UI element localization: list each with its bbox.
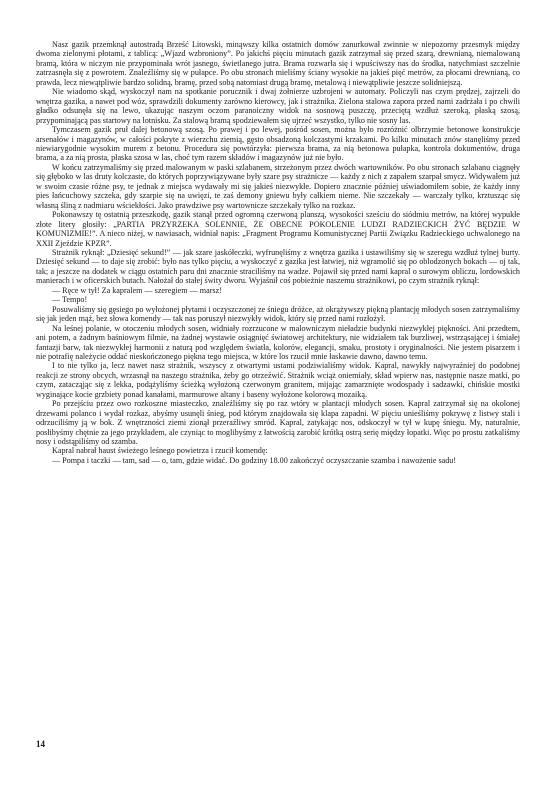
paragraph-1: Nasz gazik przemknął autostradą Brześć Litowski, minąwszy kilka ostatnich domów zanurkował zwinnie w niepozorny przesmyk między dwoma zielonymi płotami, z tablicą: „Wjazd wzbroniony”. Po jakichś pięciu minutach gazik zatrzymał się przed szarą, drewnianą, niemalowaną bramą, która w niczym nie przypominała wrót jasnego, świetlanego jutra. Brama rozwarła się i wpuściwszy nas do środka, natychmiast szczelnie zatrzasnęła się z powrotem. Znaleźliśmy się w pułapce. Po obu stronach mieliśmy ściany wysokie na jakieś pięć metrów, za płocami drewnianą, co prawda, lecz niewątpliwie bardzo solidną, bramę, przed sobą natomiast drugą bramę, metalową i niewątpliwie jeszcze solidniejszą. [36,40,520,87]
paragraph-11: Kapral nabrał haust świeżego leśnego powietrza i rzucił komendę: [52,446,268,456]
paragraph-6: Strażnik ryknął: „Dziesięć sekund!” — jak szare jaskółeczki, wyfrunęliśmy z wnętrza gazika i ustawiliśmy się w szeregu wzdłuż tylnej burty. Dziesięć sekund — to daje się zrobić: było nas tylko pięciu, a wyskoczyć z gazika jest łatwiej, niż wgramolić się po oblodzonych bokach — oj tak, tak; a jeszcze na dodatek w ciągu ostatnich paru dni znacznie straciliśmy na wadze. Pojawił się przed nami kapral o surowym obliczu, lordowskich manierach i w oficerskich butach. Nałożał do stałej świty dworu. Wyjaśnił coś pobieżnie naszemu strażnikowi, po czym strażnik ryknął: [36,247,520,286]
paragraph-4: W końcu zatrzymaliśmy się przed malowanym w paski szlabanem, strzeżonym przez dwóch wartowników. Po obu stronach szlabanu ciągnęły się głęboko w las druty kolczaste, do których poprzywiązywane były szare psy strażnicze — każdy z nich z zapałem szarpał smycz. Widywałem już w swoim czasie różne psy, te jednak z miejsca wydawały mi się jakieś niezwykłe. Dopiero znacznie później uświadomiłem sobie, że każdy inny pies łańcuchowy szczeka, gdy szarpie się na uwięzi, te zaś demony gniewu były całkiem nieme. Nie szczekały — warczały tylko, krztusząc się własną śliną z nadmiaru wściekłości. Jako prawdziwe psy wartownicze szczekały tylko na rozkaz. [36,162,520,210]
paragraph-9: I to nie tylko ja, lecz nawet nasz strażnik, wszyscy z otwartymi ustami podziwialiśmy widok. Kapral, nawykły najwyraźniej do podobnej reakcji ze strony obcych, wrzasnął na naszego strażnika, żeby go otrzeźwić. Strażnik wciąż oniemiały, skład wpierw nas, następnie nasze matki, po czym, zatacząjąc się z lekka, podążyliśmy ścieżką wyłożoną czerwonym granitem, mijając zamarznięte wodospady i sadzawki, chińskie mostki wyginające kocie grzbiety ponad kanałami, marmurowe altany i baseny wyłożone kolorową mozaiką. [36,361,520,399]
paragraph-8: Na leśnej polanie, w otoczeniu młodych sosen, widniały rozrzucone w malowniczym nieładzie budynki niezwykłej piękności. Ani przedtem, ani potem, a żadnym baśniowym filmie, na żadnej wystawie osiągnięć światowej architektury, nie widziałem tak burzliwej, wstrząsającej i śmiałej fantazji barw, tak niezwykłej harmonii z naturą pod względem światła, kolorów, elegancji, smaku, prostoty i oryginalności. Nie jestem pisarzem i nie potrafię należycie oddać nieskończonego piękna tego miejsca, w które los rzucił mnie łaskawie dawno, dawno temu. [36,323,520,361]
page-number: 14 [36,739,45,749]
paragraph-10: Po przejściu przez owo rozkoszne miasteczko, znaleźliśmy się po raz wtóry w plantacji młodych sosen. Kapral zatrzymał się na okolonej drzewami polanco i wydał rozkaz, abyśmy usunęli śnieg, pod którym znajdowała się klapa zapadni. W pięciu unieśliśmy pokrywę z listwy stali i odrzuciliśmy ją w bok. Z wnętrzności ziemi zionął przeraźliwy smród. Kapral, zatykając nos, odskoczył w tył w kupę śniegu. My, naturalnie, posłibyśmy chętnie za jego przykładem, ale czyniąc to moglibyśmy z łatwością zarobić krótką ostrą serię między łopatki. Więc po prostu zatkaliśmy nosy i odstąpiliśmy od szamba. [36,399,520,447]
paragraph-7: Posuwaliśmy się gęsiego po wyłożonej płytami i oczyszczonej ze śniegu dróżce, aż okrążywszy piękną plantację młodych sosen zatrzymaliśmy się jak jeden mąż, bez słowa komendy — tak nas poruszył niezwykły widok, który się przed nami rozłożył. [36,304,520,324]
paragraph-2: Nie wiadomo skąd, wyskoczył nam na spotkanie porucznik i dwaj żołnierze uzbrojeni w automaty. Policzyli nas czym prędzej, zajrzeli do wnętrza gazika, a nawet pod wóz, sprawdzili dokumenty zarówno kierowcy, jak i strażnika. Zielona stalowa zapora przed nami zadrżała i po chwili gładko odsunęła się na lewo, ukazując naszym oczom paranoiczny widok na sosnową puszczę, przeciętą wzdłuż szeroką, płaską szosą, przypominającą pas startowy na lotnisku. Za stalową bramą spodziewałem się ujrzeć wszystko, tylko nie sosny las. [36,87,520,125]
dialog-line-3: — Pompa i taczki — tam, sad — o, tam, gdzie widać. Do godziny 18.00 zakończyć oczyszczanie szamba i nawożenie sadu! [52,455,457,465]
chapter-body [36,40,520,465]
paragraph-3: Tymczasem gazik pruł dalej betonową szosą. Po prawej i po lewej, pośród sosen, można było rozróżnić olbrzymie betonowe konstrukcje arsenałów i magazynów, w całości pokryte z wierzchu ziemią, gęsto obsadzoną kolczastymi krzakami. Po kilku minutach znów stanęliśmy przed niewiarygodnie wysokim murem z betonu. Procedura się powtórzyła: pierwsza brama, za nią betonowa pułapka, kontrola dokumentów, druga brama, a za nią prosta, płaska szosa w las, choć tym razem składów i magazynów już nie było. [36,125,520,163]
dialog-line-2: — Tempo! [52,295,88,305]
paragraph-5: Pokonawszy tę ostatnią przeszkodę, gazik stanął przed ogromną czerwoną planszą, wysokości sześciu do siódmiu metrów, na której wypukłe złote litery głosiły: „PARTIA PRZYRZEKA SOLENNIE, ŻE OBECNE POKOLENIE LUDZI RADZIECKICH ŻYĆ BĘDZIE W KOMUNIZMIE!”. A nieco niżej, w nawiasach, widniał napis: „Fragment Programu Komunistycznej Partii Związku Radzieckiego uchwalonego na XXII Zjeździe KPZR”. [36,210,520,248]
dialog-line-1: — Ręce w tył! Za kapralem — szeregiem — marsz! [52,285,222,295]
